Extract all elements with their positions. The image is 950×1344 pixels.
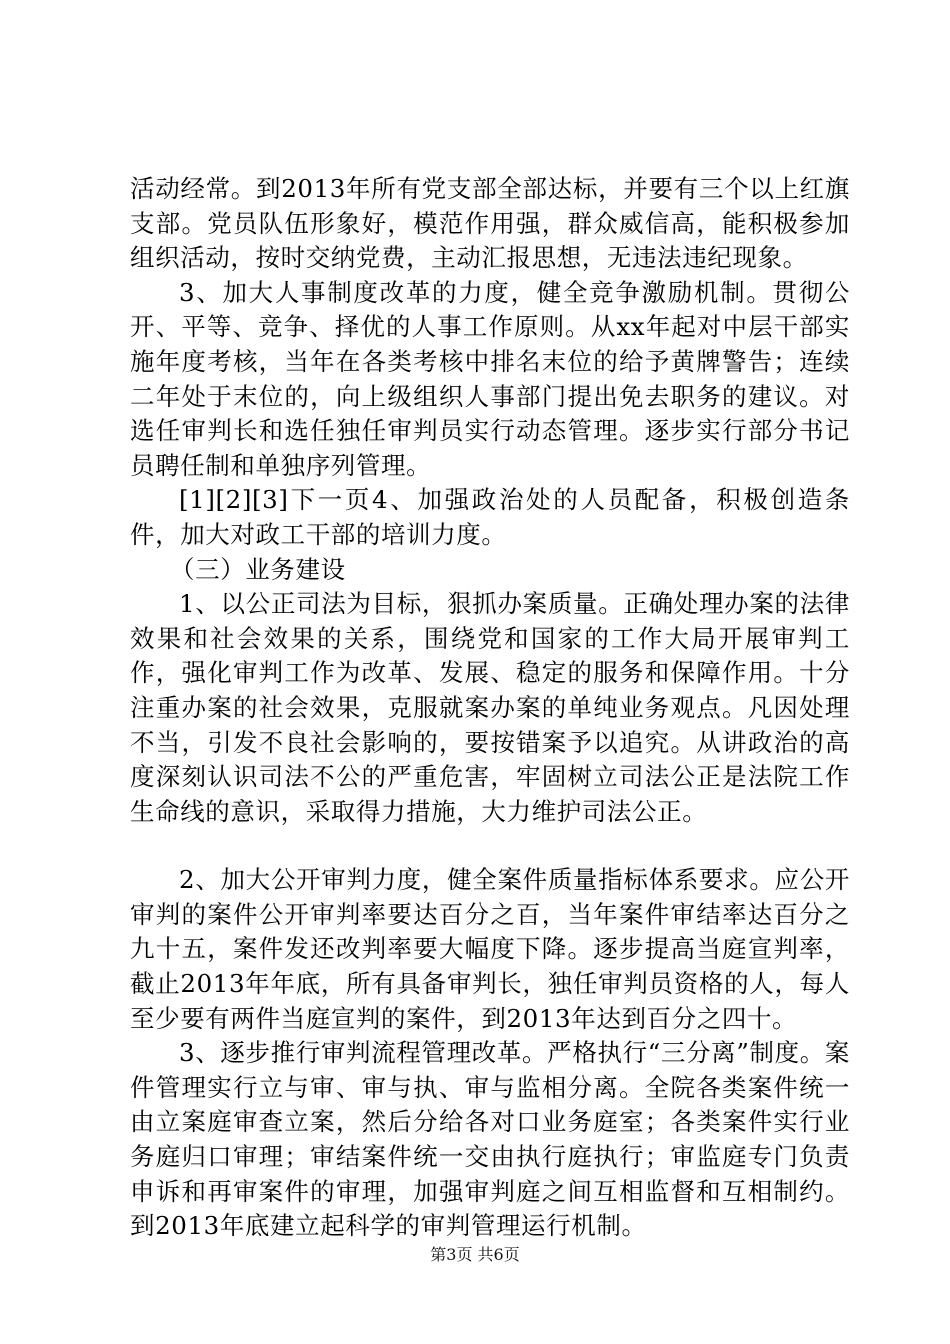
paragraph-open-trial: 2、加大公开审判力度，健全案件质量指标体系要求。应公开审判的案件公开审判率要达百分之百，当年案件审结率达百分之九十五，案件发还改判率要大幅度下降。逐步提高当庭宣判率，截止2013年年底，所有具备审判长，独任审判员资格的人，每人至少要有两件当庭宣判的案件，到2013年达到百分之四十。 bbox=[130, 865, 850, 1033]
paragraph-continuation: 活动经常。到2013年所有党支部全部达标，并要有三个以上红旗支部。党员队伍形象好，模范作用强，群众威信高，能积极参加组织活动，按时交纳党费，主动汇报思想，无违法违纪现象。 bbox=[130, 174, 850, 273]
document-body bbox=[130, 172, 850, 1244]
paragraph-process-reform: 3、逐步推行审判流程管理改革。严格执行“三分离”制度。案件管理实行立与审、审与执、审与监相分离。全院各类案件统一由立案庭审查立案，然后分给各对口业务庭室；各类案件实行业务庭归口审理；审结案件统一交由执行庭执行；审监庭专门负责申诉和再审案件的审理，加强审判庭之间互相监督和互相制约。到2013年底建立起科学的审判管理运行机制。 bbox=[130, 1038, 850, 1241]
paragraph-case-quality: 1、以公正司法为目标，狠抓办案质量。正确处理办案的法律效果和社会效果的关系，围绕党和国家的工作大局开展审判工作，强化审判工作为改革、发展、稳定的服务和保障作用。十分注重办案的社会效果，克服就案办案的单纯业务观点。凡因处理不当，引发不良社会影响的，要按错案予以追究。从讲政治的高度深刻认识司法不公的严重危害，牢固树立司法公正是法院工作生命线的意识，采取得力措施，大力维护司法公正。 bbox=[130, 589, 850, 826]
page-number-footer: 第3页 共6页 bbox=[430, 1245, 520, 1264]
paragraph-political-staffing: [1][2][3]下一页4、加强政治处的人员配备，积极创造条件，加大对政工干部的培训力度。 bbox=[130, 485, 850, 549]
paragraph-personnel-reform: 3、加大人事制度改革的力度，健全竞争激励机制。贯彻公开、平等、竞争、择优的人事工作原则。从xx年起对中层干部实施年度考核，当年在各类考核中排名末位的给予黄牌警告；连续二年处于末位的，向上级组织人事部门提出免去职务的建议。对选任审判长和选任独任审判员实行动态管理。逐步实行部分书记员聘任制和单独序列管理。 bbox=[130, 277, 850, 480]
section-heading-business: （三）业务建设 bbox=[170, 554, 346, 584]
